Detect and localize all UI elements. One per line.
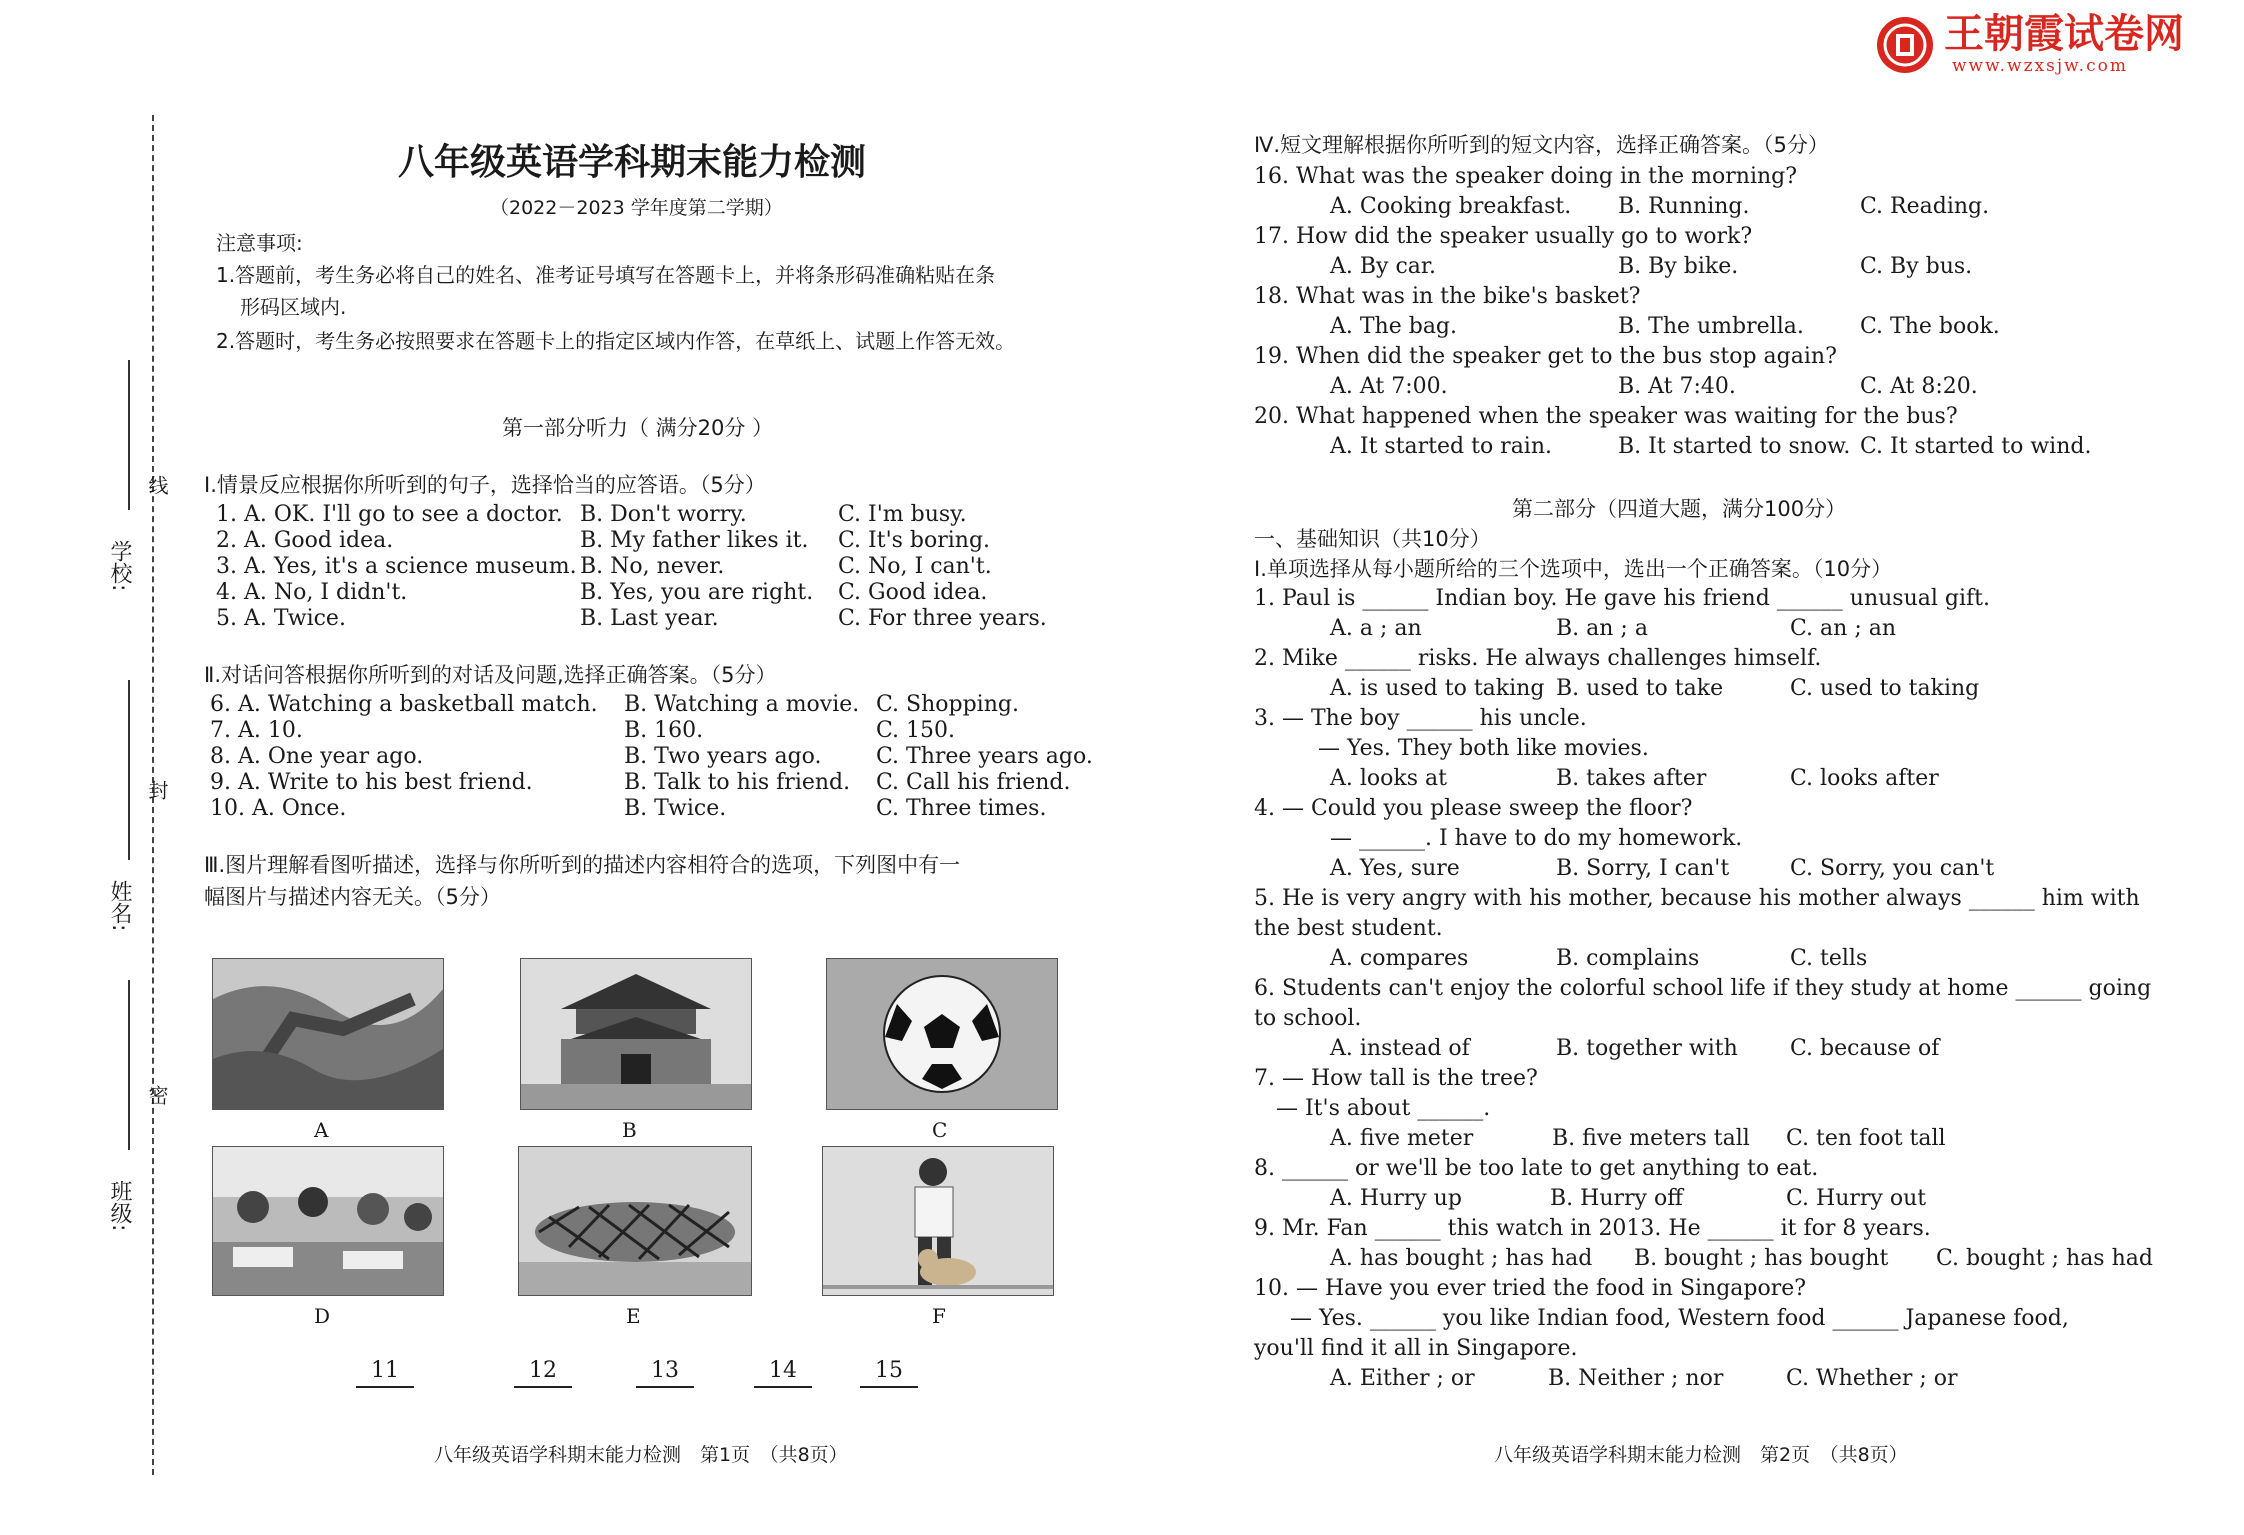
basic-knowledge-heading: 一、基础知识（共10分） xyxy=(1254,527,1491,551)
q9-c: C. Call his friend. xyxy=(876,770,1071,795)
class-label: 班级: xyxy=(107,1180,132,1232)
q8-a: 8. A. One year ago. xyxy=(210,744,424,769)
q2-c: C. It's boring. xyxy=(838,528,991,553)
mc-q3: 3. — The boy ______ his uncle. xyxy=(1254,706,1587,731)
q18-b: B. The umbrella. xyxy=(1618,314,1804,339)
q16-c: C. Reading. xyxy=(1860,194,1990,219)
picture-gate-tower xyxy=(520,958,752,1110)
mc-q6-a: A. instead of xyxy=(1330,1036,1470,1061)
seal-char-secret: 密 xyxy=(145,1085,169,1105)
answer-blank-14[interactable]: 14 xyxy=(754,1358,812,1388)
q8-b: B. Two years ago. xyxy=(624,744,822,769)
q3-c: C. No, I can't. xyxy=(838,554,992,579)
mc-q4: 4. — Could you please sweep the floor? xyxy=(1254,796,1693,821)
mc-q1-c: C. an ; an xyxy=(1790,616,1897,641)
picture-great-wall xyxy=(212,958,444,1110)
mc-q5-b: B. complains xyxy=(1556,946,1700,971)
q17-c: C. By bus. xyxy=(1860,254,1973,279)
q20: 20. What happened when the speaker was waiting for the bus? xyxy=(1254,404,1958,429)
mc-q2-c: C. used to taking xyxy=(1790,676,1980,701)
answer-blank-13[interactable]: 13 xyxy=(636,1358,694,1388)
q6-a: 6. A. Watching a basketball match. xyxy=(210,692,598,717)
mc-q8-c: C. Hurry out xyxy=(1786,1186,1927,1211)
name-label: 姓名: xyxy=(107,880,132,932)
picture-label-c: C xyxy=(932,1118,948,1142)
seal-logo-icon xyxy=(1874,14,1944,76)
part1-heading: 第一部分听力（ 满分20分 ） xyxy=(502,416,774,440)
q3-a: 3. A. Yes, it's a science museum. xyxy=(216,554,577,579)
q7-c: C. 150. xyxy=(876,718,956,743)
page-subtitle: （2022－2023 学年度第二学期） xyxy=(490,197,783,219)
q16-b: B. Running. xyxy=(1618,194,1750,219)
picture-birds-nest-stadium xyxy=(518,1146,752,1296)
mc-q2: 2. Mike ______ risks. He always challenges himself. xyxy=(1254,646,1822,671)
section1-heading: Ⅰ.情景反应根据你所听到的句子，选择恰当的应答语。（5分） xyxy=(204,473,766,497)
q1-b: B. Don't worry. xyxy=(580,502,747,527)
page-title: 八年级英语学科期末能力检测 xyxy=(398,142,867,183)
q7-a: 7. A. 10. xyxy=(210,718,303,743)
class-line xyxy=(128,980,130,1150)
answer-blank-11[interactable]: 11 xyxy=(356,1358,414,1388)
q19-c: C. At 8:20. xyxy=(1860,374,1978,399)
answer-blank-15[interactable]: 15 xyxy=(860,1358,918,1388)
q8-c: C. Three years ago. xyxy=(876,744,1093,769)
notice-1-cont: 形码区域内. xyxy=(240,295,347,319)
notice-1: 1.答题前，考生务必将自己的姓名、准考证号填写在答题卡上，并将条形码准确粘贴在条 xyxy=(216,263,996,287)
mc-q1: 1. Paul is ______ Indian boy. He gave his friend ______ unusual gift. xyxy=(1254,586,1990,611)
picture-soccer-ball xyxy=(826,958,1058,1110)
part2-heading: 第二部分（四道大题，满分100分） xyxy=(1512,497,1847,521)
notice-2: 2.答题时，考生务必按照要求在答题卡上的指定区域内作答，在草纸上、试题上作答无效。 xyxy=(216,329,1016,353)
mc-q6-b: B. together with xyxy=(1556,1036,1738,1061)
q7-b: B. 160. xyxy=(624,718,704,743)
mc-q4-c: C. Sorry, you can't xyxy=(1790,856,1995,881)
q18: 18. What was in the bike's basket? xyxy=(1254,284,1641,309)
brand-name: 王朝霞试卷网 xyxy=(1944,11,2184,57)
q19-a: A. At 7:00. xyxy=(1330,374,1448,399)
school-line xyxy=(128,360,130,510)
q1-a: 1. A. OK. I'll go to see a doctor. xyxy=(216,502,563,527)
section3-heading-2: 幅图片与描述内容无关。（5分） xyxy=(204,885,501,909)
mc-q9-c: C. bought ; has had xyxy=(1936,1246,2153,1271)
notice-heading: 注意事项: xyxy=(216,231,303,255)
school-label: 学校: xyxy=(107,540,132,592)
mc-q8: 8. ______ or we'll be too late to get anything to eat. xyxy=(1254,1156,1819,1181)
mc-q10: 10. — Have you ever tried the food in Singapore? xyxy=(1254,1276,1807,1301)
q6-b: B. Watching a movie. xyxy=(624,692,860,717)
mc-q1-a: A. a ; an xyxy=(1330,616,1422,641)
mc-q1-b: B. an ; a xyxy=(1556,616,1648,641)
mc-q3-b: B. takes after xyxy=(1556,766,1707,791)
q9-a: 9. A. Write to his best friend. xyxy=(210,770,533,795)
mc-q6-line2: to school. xyxy=(1254,1006,1362,1031)
q10-b: B. Twice. xyxy=(624,796,727,821)
q5-c: C. For three years. xyxy=(838,606,1047,631)
mc-q2-b: B. used to take xyxy=(1556,676,1724,701)
mc-q5-a: A. compares xyxy=(1330,946,1469,971)
mc-q8-a: A. Hurry up xyxy=(1330,1186,1462,1211)
mc-q9-a: A. has bought ; has had xyxy=(1330,1246,1593,1271)
section3-heading-1: Ⅲ.图片理解看图听描述，选择与你所听到的描述内容相符合的选项，下列图中有一 xyxy=(204,853,961,877)
mc-q7-c: C. ten foot tall xyxy=(1786,1126,1946,1151)
mc-q5-line2: the best student. xyxy=(1254,916,1443,941)
section4-heading: Ⅳ.短文理解根据你所听到的短文内容，选择正确答案。（5分） xyxy=(1254,133,1829,157)
q3-b: B. No, never. xyxy=(580,554,725,579)
picture-label-f: F xyxy=(932,1304,946,1328)
mc-q10-line3: you'll find it all in Singapore. xyxy=(1254,1336,1578,1361)
mc-q3-line2: — Yes. They both like movies. xyxy=(1318,736,1649,761)
mc-heading: Ⅰ.单项选择从每小题所给的三个选项中，选出一个正确答案。（10分） xyxy=(1254,557,1893,581)
page1-footer: 八年级英语学科期末能力检测 第1页 （共8页） xyxy=(434,1444,848,1466)
q4-b: B. Yes, you are right. xyxy=(580,580,814,605)
mc-q4-b: B. Sorry, I can't xyxy=(1556,856,1730,881)
picture-label-b: B xyxy=(622,1118,637,1142)
q18-c: C. The book. xyxy=(1860,314,2000,339)
mc-q9: 9. Mr. Fan ______ this watch in 2013. He ______ it for 8 years. xyxy=(1254,1216,1931,1241)
q2-b: B. My father likes it. xyxy=(580,528,809,553)
mc-q3-c: C. looks after xyxy=(1790,766,1939,791)
mc-q5: 5. He is very angry with his mother, because his mother always ______ him with xyxy=(1254,886,2140,911)
mc-q4-a: A. Yes, sure xyxy=(1330,856,1460,881)
mc-q6-c: C. because of xyxy=(1790,1036,1940,1061)
q5-b: B. Last year. xyxy=(580,606,719,631)
mc-q10-c: C. Whether ; or xyxy=(1786,1366,1958,1391)
q6-c: C. Shopping. xyxy=(876,692,1019,717)
mc-q10-a: A. Either ; or xyxy=(1330,1366,1475,1391)
mc-q7: 7. — How tall is the tree? xyxy=(1254,1066,1538,1091)
mc-q4-line2: — ______. I have to do my homework. xyxy=(1330,826,1743,851)
q5-a: 5. A. Twice. xyxy=(216,606,346,631)
q18-a: A. The bag. xyxy=(1330,314,1458,339)
mc-q9-b: B. bought ; has bought xyxy=(1634,1246,1889,1271)
q20-b: B. It started to snow. xyxy=(1618,434,1851,459)
mc-q7-line2: — It's about ______. xyxy=(1276,1096,1491,1121)
mc-q7-a: A. five meter xyxy=(1330,1126,1474,1151)
q9-b: B. Talk to his friend. xyxy=(624,770,851,795)
q4-a: 4. A. No, I didn't. xyxy=(216,580,408,605)
q10-a: 10. A. Once. xyxy=(210,796,347,821)
q20-a: A. It started to rain. xyxy=(1330,434,1553,459)
q17: 17. How did the speaker usually go to work? xyxy=(1254,224,1753,249)
picture-label-a: A xyxy=(314,1118,329,1142)
mc-q2-a: A. is used to taking xyxy=(1330,676,1545,701)
seal-char-seal: 封 xyxy=(145,780,169,800)
q2-a: 2. A. Good idea. xyxy=(216,528,394,553)
q16: 16. What was the speaker doing in the morning? xyxy=(1254,164,1798,189)
picture-classroom xyxy=(212,1146,444,1296)
q4-c: C. Good idea. xyxy=(838,580,988,605)
picture-man-with-dog xyxy=(822,1146,1054,1296)
mc-q6: 6. Students can't enjoy the colorful school life if they study at home ______ going xyxy=(1254,976,2152,1001)
q20-c: C. It started to wind. xyxy=(1860,434,2092,459)
picture-label-d: D xyxy=(314,1304,331,1328)
q16-a: A. Cooking breakfast. xyxy=(1330,194,1572,219)
q17-a: A. By car. xyxy=(1330,254,1436,279)
mc-q3-a: A. looks at xyxy=(1330,766,1447,791)
page2-footer: 八年级英语学科期末能力检测 第2页 （共8页） xyxy=(1494,1444,1908,1466)
mc-q7-b: B. five meters tall xyxy=(1552,1126,1750,1151)
brand-url: www.wzxsjw.com xyxy=(1952,56,2128,76)
picture-label-e: E xyxy=(626,1304,641,1328)
q17-b: B. By bike. xyxy=(1618,254,1739,279)
mc-q10-b: B. Neither ; nor xyxy=(1548,1366,1724,1391)
mc-q8-b: B. Hurry off xyxy=(1550,1186,1683,1211)
name-line xyxy=(128,680,130,860)
mc-q5-c: C. tells xyxy=(1790,946,1868,971)
section2-heading: Ⅱ.对话问答根据你所听到的对话及问题,选择正确答案。（5分） xyxy=(204,663,777,687)
q10-c: C. Three times. xyxy=(876,796,1047,821)
q1-c: C. I'm busy. xyxy=(838,502,967,527)
answer-blank-12[interactable]: 12 xyxy=(514,1358,572,1388)
mc-q10-line2: — Yes. ______ you like Indian food, Western food ______ Japanese food, xyxy=(1290,1306,2069,1331)
q19: 19. When did the speaker get to the bus stop again? xyxy=(1254,344,1837,369)
q19-b: B. At 7:40. xyxy=(1618,374,1736,399)
seal-char-line: 线 xyxy=(145,475,169,495)
brand-logo xyxy=(1874,11,2184,76)
